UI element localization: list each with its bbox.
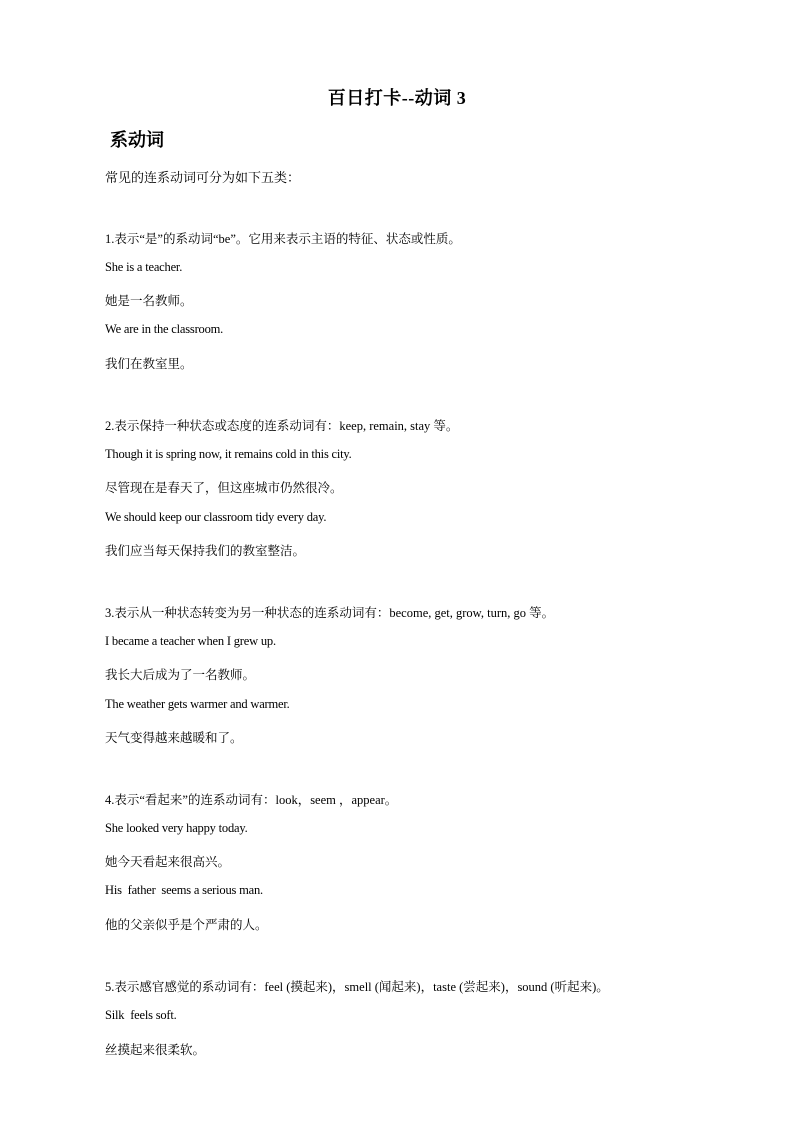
section-heading: 系动词 <box>110 130 164 150</box>
example-4-1: She looked very happy today. <box>105 821 248 835</box>
example-5-2: 丝摸起来很柔软。 <box>105 1043 206 1057</box>
page-title: 百日打卡--动词 3 <box>327 88 467 108</box>
example-3-4: 天气变得越来越暖和了。 <box>105 731 243 745</box>
example-2-3: We should keep our classroom tidy every day. <box>105 510 327 524</box>
example-3-1: I became a teacher when I grew up. <box>105 634 276 648</box>
example-5-1: Silk feels soft. <box>105 1008 177 1022</box>
example-4-3: His father seems a serious man. <box>105 883 263 897</box>
rule-5: 5.表示感官感觉的系动词有：feel (摸起来)，smell (闻起来)，taste (尝起来)，sound (听起来)。 <box>105 980 609 994</box>
example-1-4: 我们在教室里。 <box>105 357 193 371</box>
example-3-2: 我长大后成为了一名教师。 <box>105 668 256 682</box>
example-4-2: 她今天看起来很高兴。 <box>105 855 231 869</box>
rule-3: 3.表示从一种状态转变为另一种状态的连系动词有：become, get, grow, turn, go 等。 <box>105 606 555 620</box>
example-1-2: 她是一名教师。 <box>105 294 193 308</box>
example-2-4: 我们应当每天保持我们的教室整洁。 <box>105 544 306 558</box>
example-3-3: The weather gets warmer and warmer. <box>105 697 290 711</box>
rule-2: 2.表示保持一种状态或态度的连系动词有：keep, remain, stay 等。 <box>105 419 459 433</box>
example-1-1: She is a teacher. <box>105 260 183 274</box>
example-4-4: 他的父亲似乎是个严肃的人。 <box>105 918 268 932</box>
example-2-2: 尽管现在是春天了，但这座城市仍然很冷。 <box>105 481 343 495</box>
example-2-1: Though it is spring now, it remains cold in this city. <box>105 447 352 461</box>
example-1-3: We are in the classroom. <box>105 322 224 336</box>
intro-text: 常见的连系动词可分为如下五类： <box>105 170 301 185</box>
rule-1: 1.表示“是”的系动词“be”。它用来表示主语的特征、状态或性质。 <box>105 232 461 246</box>
rule-4: 4.表示“看起来”的连系动词有：look，seem ，appear。 <box>105 793 398 807</box>
